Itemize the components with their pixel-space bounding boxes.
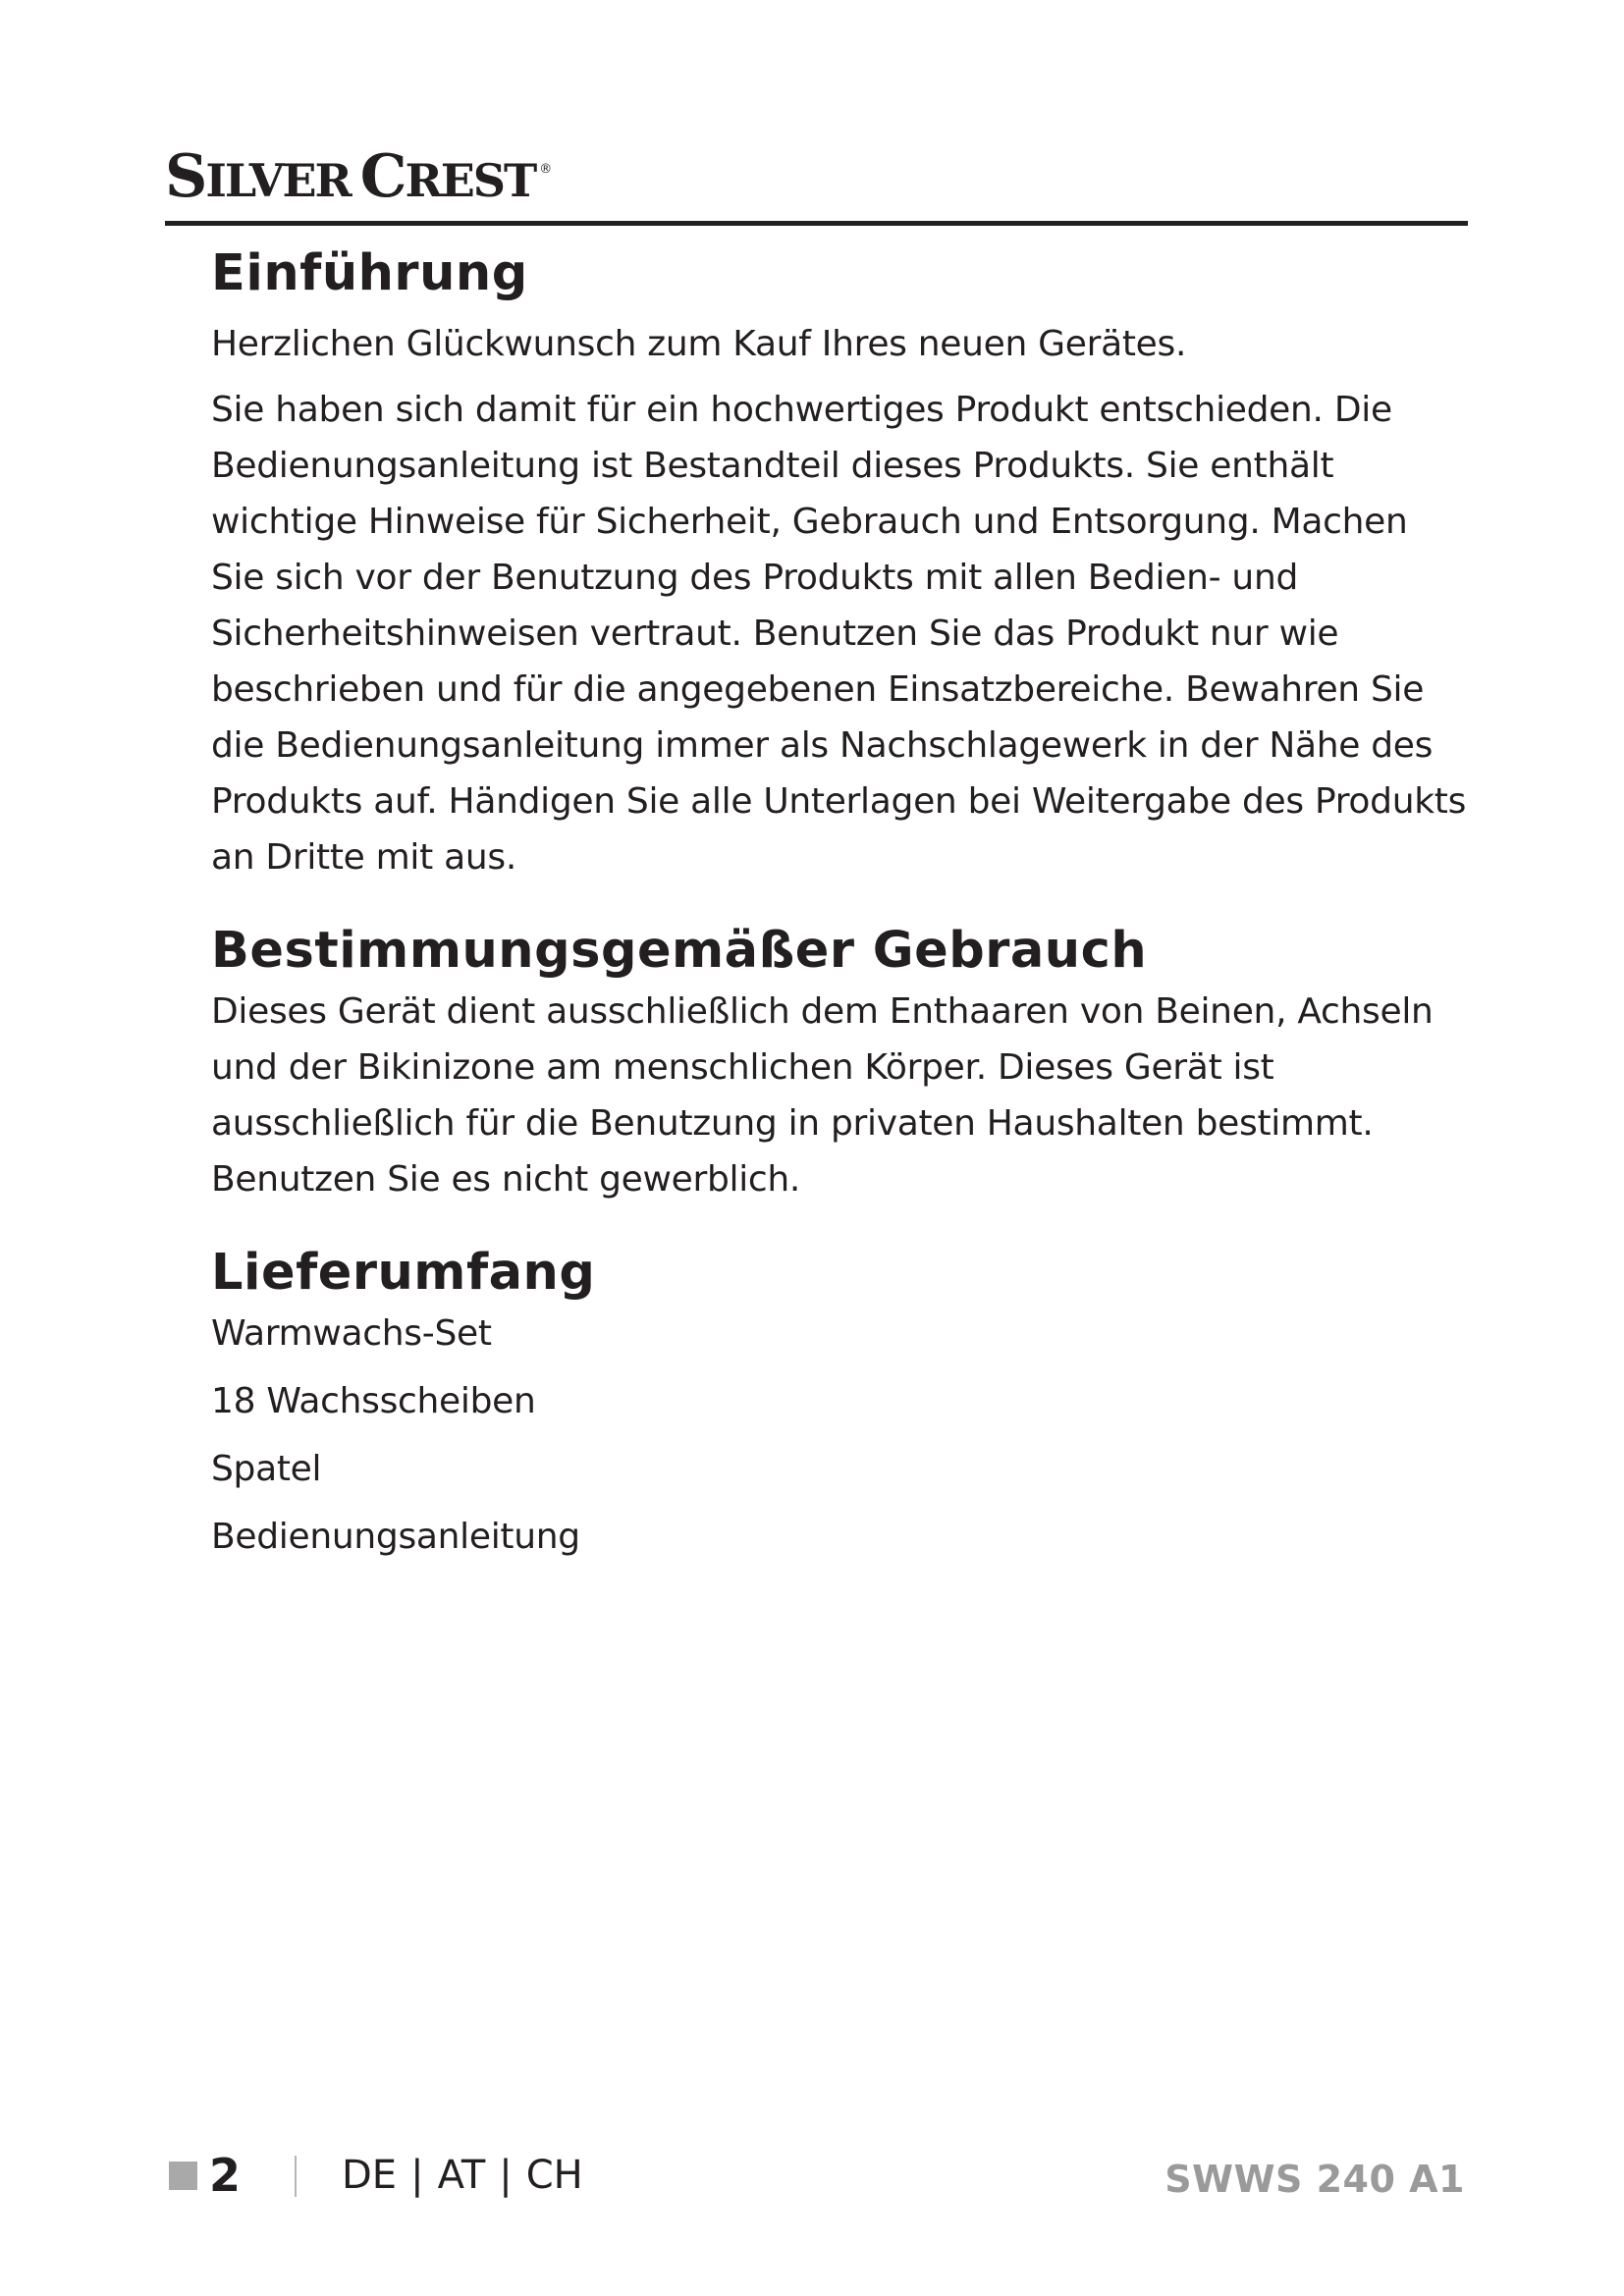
header-rule — [165, 221, 1468, 226]
heading-introduction: Einführung — [211, 244, 528, 302]
logo-text-rest: REST — [405, 154, 536, 207]
page-marker-square — [169, 2162, 197, 2190]
heading-intended-use: Bestimmungsgemäßer Gebrauch — [211, 922, 1148, 980]
model-number: SWWS 240 A1 — [1164, 2158, 1465, 2201]
heading-scope-of-delivery: Lieferumfang — [211, 1244, 596, 1302]
page-footer — [0, 2148, 1624, 2207]
intended-use-text: Dieses Gerät dient ausschließlich dem Enthaaren von Beinen, Achseln und der Bikinizone am menschlichen Körper. Dieses Gerät ist ausschließlich für die Benutzung in privaten Haushalten bestimmt. Benutzen Sie es nicht gewerblich. — [211, 991, 1434, 1200]
intro-body-text: Sie haben sich damit für ein hochwertiges Produkt entschieden. Die Bedienungsanleitung ist Bestandteil dieses Produkts. Sie enthält wichtige Hinweise für Sicherheit, Gebrauch und Entsorgung. Machen Sie sich vor der Benutzung des Produkts mit allen Bedien- und Sicherheitshinweisen vertraut. Benutzen Sie das Produkt nur wie beschrieben und für die angegebenen Einsatzbereiche. Bewahren Sie die Bedienungsanleitung immer als Nachschlagewerk in der Nähe des Produkts auf. Händigen Sie alle Unterlagen bei Weitergabe des Produkts an Dritte mit aus. — [211, 390, 1467, 878]
delivery-item: Bedienungsanleitung — [211, 1517, 580, 1557]
language-at: AT — [437, 2153, 486, 2198]
delivery-item: Spatel — [211, 1449, 322, 1489]
silvercrest-logo — [165, 142, 553, 211]
language-codes: DE | AT | CH — [342, 2153, 583, 2198]
footer-divider — [295, 2156, 297, 2197]
delivery-item: 18 Wachsscheiben — [211, 1381, 536, 1421]
logo-letter-s: S — [165, 142, 206, 211]
language-ch: CH — [525, 2153, 583, 2198]
delivery-item: Warmwachs-Set — [211, 1313, 492, 1354]
logo-text-ilver: ILVER — [205, 154, 351, 207]
language-de: DE — [342, 2153, 398, 2198]
page-content — [211, 241, 1468, 1576]
registered-mark: ® — [539, 162, 553, 177]
page-number: 2 — [209, 2149, 242, 2202]
section-intended-use — [211, 919, 1468, 1207]
section-scope-of-delivery — [211, 1241, 1468, 1565]
logo-letter-c: C — [359, 142, 406, 211]
intro-congrats-text: Herzlichen Glückwunsch zum Kauf Ihres neuen Gerätes. — [211, 324, 1187, 364]
section-introduction — [211, 241, 1468, 885]
